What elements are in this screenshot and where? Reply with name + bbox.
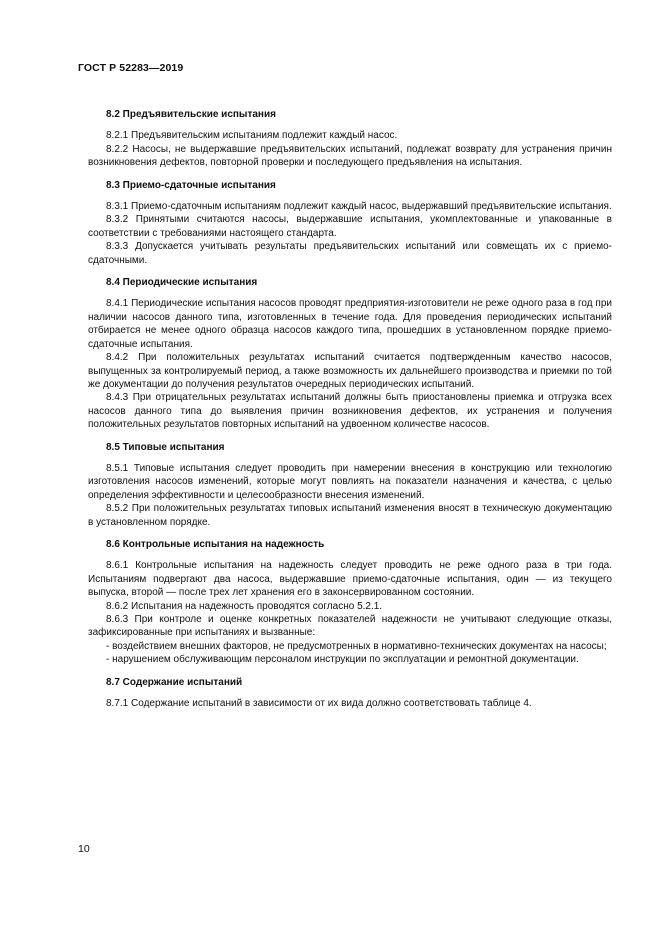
paragraph: 8.3.2 Принятыми считаются насосы, выдержавшие испытания, укомплектованные и упакованные в соответствии с требованиями настоящего стандарта. [88,214,612,239]
paragraph: 8.7.1 Содержание испытаний в зависимости от их вида должно соответствовать таблице 4. [106,698,532,710]
paragraph: 8.6.1 Контрольные испытания на надежность следует проводить не реже одного раза в три года. Испытаниям подвергают два насоса, выдержавшие приемо-сдаточные испытания, один — из текущего выпуска, второй — после трех лет хранения его в законсервированном состоянии. [88,560,612,599]
paragraph: 8.5.1 Типовые испытания следует проводить при намерении внесения в конструкцию или технологию изготовления насосов изменений, которые могут повлиять на показатели назначения и качества, с целью определения эффективности и целесообразности внесения изменений. [88,462,612,501]
section-8-4 [88,276,612,431]
list-item: - нарушением обслуживающим персоналом инструкции по эксплуатации и ремонтной документации. [106,654,579,666]
section-title: 8.2 Предъявительские испытания [106,109,276,120]
paragraph: 8.2.1 Предъявительским испытаниям подлежит каждый насос. [106,130,398,142]
paragraph: 8.5.2 При положительных результатах типовых испытаний изменения вносят в техническую документацию в установленном порядке. [88,503,612,528]
page-number: 10 [78,843,90,855]
paragraph: 8.4.3 При отрицательных результатах испытаний должны быть приостановлены приемка и отгрузка всех насосов данного типа до выявления причин возникновения дефектов, их устранения и получения положительных результатов повторных испытаний на удвоенном количестве насосов. [88,392,612,431]
section-8-5 [88,441,612,529]
list-item: - воздействием внешних факторов, не предусмотренных в нормативно-технических документах на насосы; [106,640,607,652]
paragraph: 8.6.2 Испытания на надежность проводятся согласно 5.2.1. [106,600,383,612]
paragraph: 8.3.3 Допускается учитывать результаты предъявительских испытаний или совмещать их с приемо-сдаточными. [88,241,612,266]
section-title: 8.5 Типовые испытания [106,441,225,453]
paragraph: 8.6.3 При контроле и оценке конкретных показателей надежности не учитывают следующие отказы, зафиксированные при испытаниях и вызванные: [88,614,612,639]
section-title: 8.3 Приемо-сдаточные испытания [106,179,276,191]
section-title: 8.4 Периодические испытания [106,277,258,289]
document-body [88,108,612,719]
paragraph: 8.4.2 При положительных результатах испытаний считается подтвержденным качество насосов, выпущенных за контролируемый период, а также возможность их дальнейшего производства и приемки по той же документации до получения результатов очередных периодических испытаний. [88,352,612,390]
paragraph: 8.2.2 Насосы, не выдержавшие предъявительских испытаний, подлежат возврату для устранения причин возникновения дефектов, повторной проверки и последующего предъявления на испытания. [88,143,612,169]
section-title: 8.7 Содержание испытаний [106,676,243,688]
section-title: 8.6 Контрольные испытания на надежность [106,538,325,550]
paragraph: 8.4.1 Периодические испытания насосов проводят предприятия-изготовители не реже одного раза в год при наличии насосов данного типа, изготовленных в течение года. Для проведения периодических испытаний отбирается не менее одного образца насосов каждого типа, прошедших в установленном порядке приемо-сдаточные испытания. [88,298,612,350]
section-8-6 [88,538,612,667]
paragraph: 8.3.1 Приемо-сдаточным испытаниям подлежит каждый насос, выдержавший предъявительские испытания. [106,201,612,213]
document-header: ГОСТ Р 52283—2019 [78,62,184,74]
section-8-2 [88,108,612,170]
section-8-7 [88,676,612,711]
section-8-3 [88,179,612,267]
